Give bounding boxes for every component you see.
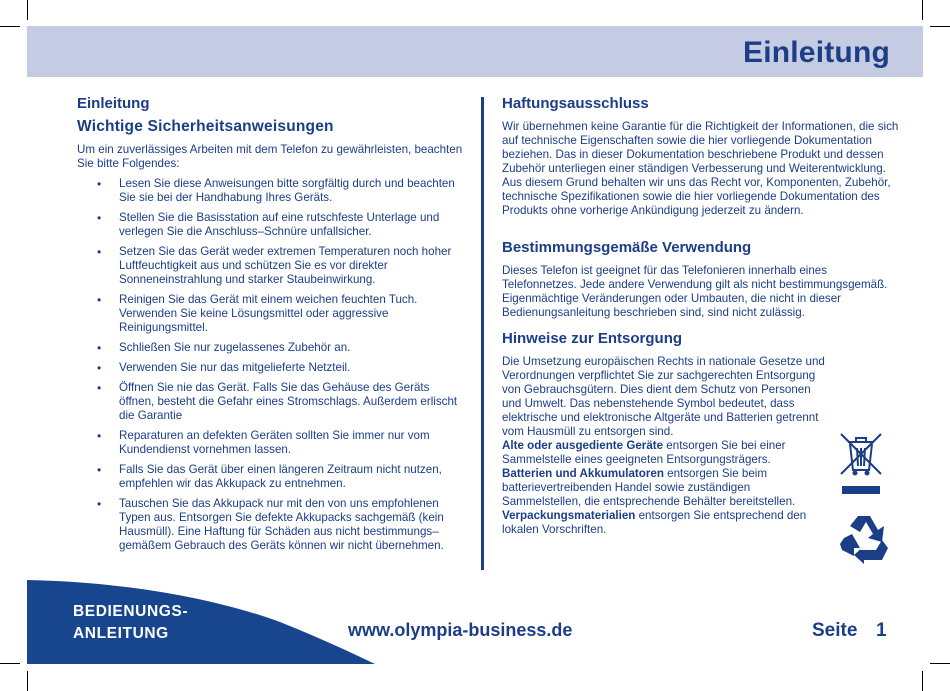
intended-use-title: Bestimmungsgemäße Verwendung xyxy=(502,239,752,256)
website-link[interactable]: www.olympia-business.de xyxy=(348,620,573,640)
bullet-icon: • xyxy=(97,177,102,191)
bullet-icon: • xyxy=(97,245,102,259)
packaging-label: Verpackungsmaterialien xyxy=(502,509,636,522)
list-item-text: Öffnen Sie nie das Gerät. Falls Sie das Gehäuse des Geräts öffnen, besteht die Gefahr eines Stromschlags. Außerdem erlischt die Garantie xyxy=(119,381,458,422)
bullet-icon: • xyxy=(97,341,102,355)
bullet-icon: • xyxy=(97,429,102,443)
disposal-title: Hinweise zur Entsorgung xyxy=(502,330,683,347)
list-item-text: Reinigen Sie das Gerät mit einem weichen feuchten Tuch. Verwenden Sie keine Lösungsmittel oder aggressive Reinigungsmittel. xyxy=(119,293,418,334)
bullet-icon: • xyxy=(97,381,102,395)
list-item-text: Reparaturen an defekten Geräten sollten Sie immer nur vom Kundendienst vornehmen lassen. xyxy=(119,429,430,456)
liability-title: Haftungsausschluss xyxy=(502,95,649,112)
disposal-text: Die Umsetzung europäischen Rechts in nationale Gesetze und Verordnungen verpflichtet Sie zur sachgerechten Entsorgung von Gebrauchsgütern. Dies dient dem Schutz von Personen und Umwelt. Das nebenstehende Symbol bedeutet, dass elektrische und elektronische Altgeräte und Batterien getrennt vom Hausmüll zu entsorgen sind. xyxy=(502,355,825,438)
page-number: 1 xyxy=(876,620,887,641)
old-devices-text: entsorgen Sie bei einer Sammelstelle eines geeigneten Entsorgungsträgers. xyxy=(502,439,786,466)
list-item-text: Setzen Sie das Gerät weder extremen Temperaturen noch hoher Luftfeuchtigkeit aus und schützen Sie es vor direkter Sonneneinstrahlung und starker Staubeinwirkung. xyxy=(119,245,452,286)
list-item-text: Verwenden Sie nur das mitgelieferte Netzteil. xyxy=(119,361,351,374)
list-item-text: Stellen Sie die Basisstation auf eine rutschfeste Unterlage und verlegen Sie die Anschluss–Schnüre unfallsicher. xyxy=(119,211,440,238)
liability-text: Wir übernehmen keine Garantie für die Richtigkeit der Informationen, die sich auf technische Eigenschaften sowie die hier vorliegende Dokumentation beziehen. Das in dieser Dokumentation beschriebene Produkt und dessen Zubehör unterliegen einer ständigen Verbesserung und Weiterentwicklung. Aus diesem Grund behalten wir uns das Recht vor, Komponenten, Zubehör, technische Spezifikationen sowie die hier vorliegende Dokumentation des Produkts ohne vorherige Ankündigung jederzeit zu ändern. xyxy=(502,120,899,217)
packaging-text: entsorgen Sie entsprechend den lokalen Vorschriften. xyxy=(502,509,807,536)
list-item-text: Lesen Sie diese Anweisungen bitte sorgfältig durch und beachten Sie sie bei der Handhabung Ihres Geräts. xyxy=(119,177,455,204)
safety-intro: Um ein zuverlässiges Arbeiten mit dem Telefon zu gewährleisten, beachten Sie bitte Folgendes: xyxy=(77,143,463,170)
bullet-icon: • xyxy=(97,463,102,477)
bullet-icon: • xyxy=(97,293,102,307)
old-devices-label: Alte oder ausgediente Geräte xyxy=(502,439,664,452)
bullet-icon: • xyxy=(97,361,102,375)
bullet-icon: • xyxy=(97,497,102,511)
page-title: Einleitung xyxy=(743,36,890,69)
batteries-text: entsorgen Sie beim batterievertreibenden Handel sowie zuständigen Sammelstellen, die entsprechende Behälter bereitstellen. xyxy=(502,467,796,508)
manual-label-line2: ANLEITUNG xyxy=(73,625,169,642)
section-title: Einleitung xyxy=(77,95,150,112)
bullet-icon: • xyxy=(97,211,102,225)
manual-label-line1: BEDIENUNGS- xyxy=(73,603,189,620)
list-item-text: Schließen Sie nur zugelassenes Zubehör an. xyxy=(119,341,351,354)
list-item-text: Falls Sie das Gerät über einen längeren Zeitraum nicht nutzen, empfehlen wir das Akkupack zu entnehmen. xyxy=(119,463,442,490)
list-item-text: Tauschen Sie das Akkupack nur mit den von uns empfohlenen Typen aus. Entsorgen Sie defekte Akkupacks sachgemäß (kein Hausmüll). Eine Haftung für Schäden aus nicht bestimmungs–gemäßem Gebrauch des Geräts können wir nicht übernehmen. xyxy=(119,497,444,552)
page-label: Seite xyxy=(812,620,858,641)
safety-subtitle: Wichtige Sicherheitsanweisungen xyxy=(77,118,334,135)
intended-use-text: Dieses Telefon ist geeignet für das Telefonieren innerhalb eines Telefonnetzes. Jede andere Verwendung gilt als nicht bestimmungsgemäß. Eigenmächtige Veränderungen oder Umbauten, die nicht in dieser Bedienungsanleitung beschrieben sind, sind nicht zulässig. xyxy=(502,264,888,319)
batteries-label: Batterien und Akkumulatoren xyxy=(502,467,664,480)
